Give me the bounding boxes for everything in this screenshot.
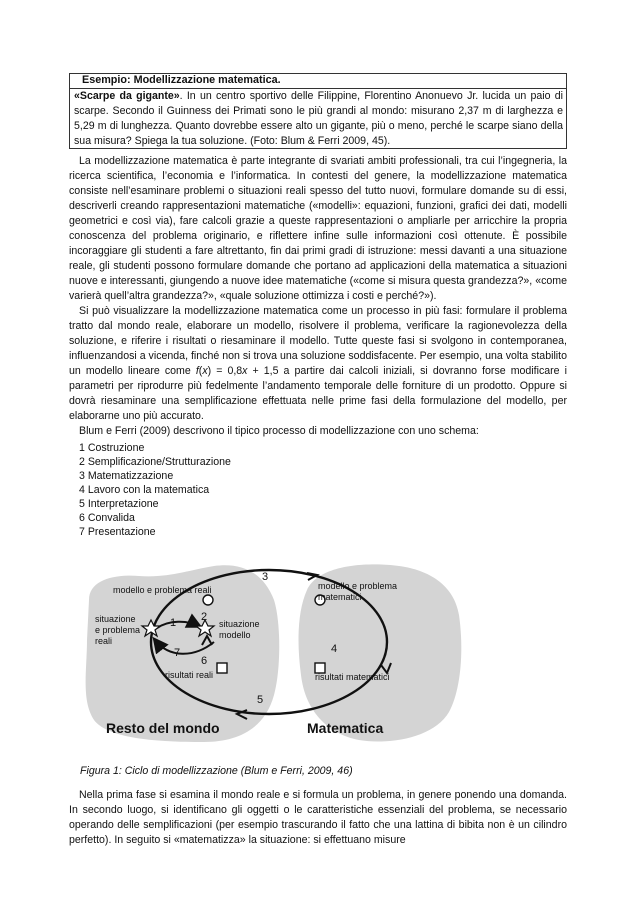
list-item: 1 Costruzione <box>79 442 145 454</box>
list-item: 3 Matematizzazione <box>79 470 174 482</box>
step-number-5: 5 <box>257 694 264 706</box>
figure-caption: Figura 1: Ciclo di modellizzazione (Blum e Ferri, 2009, 46) <box>80 765 353 777</box>
step-number-4: 4 <box>331 643 338 655</box>
list-item: 5 Interpretazione <box>79 498 159 510</box>
label-rest-of-world: Resto del mondo <box>106 720 220 736</box>
step-number-6: 6 <box>201 655 208 667</box>
formula-x2: x <box>242 365 248 377</box>
example-text <box>70 89 566 149</box>
paragraph-4: Nella prima fase si esamina il mondo reale e si formula un problema, in genere ponendo una domanda. In secondo luogo, si identificano gli oggetti o le caratteristiche essenziali del problema, se necessario operando delle semplificazioni (per esempio trascurando il fatto che una lattina di bibita non è un cilindro perfetto). In seguito si «matematizza» la situazione: si effettuano misure <box>69 789 567 846</box>
step-number-3: 3 <box>262 571 269 583</box>
paragraph-2-part-a: Si può visualizzare la modellizzazione matematica come un processo in più fasi: formulare il problema tratto dal mondo reale, elaborare un modello, risolvere il problema, verificare la ragionevolezza della soluzione, e riferire i risultati o riesaminare il modello. Tutte queste fasi si svolgono in contemporanea, influenzandosi a vicenda, finché non si trova una soluzione soddisfacente. Per esempio, una volta stabilito un modello lineare come <box>69 305 567 377</box>
list-item: 2 Semplificazione/Strutturazione <box>79 456 231 468</box>
label-situation-line2: e problema <box>95 625 141 635</box>
label-math-results: risultati matematici <box>315 672 390 682</box>
body-text-bottom <box>69 788 567 848</box>
label-situation-line1: situazione <box>95 614 136 624</box>
steps-list <box>79 441 231 539</box>
label-sit-model-line2: modello <box>219 630 251 640</box>
paragraph-1: La modellizzazione matematica è parte integrante di svariati ambiti professionali, tra cui l’ingegneria, la ricerca scientifica, l’economia e l’informatica. In contesti del genere, la modellizzazione matematica consiste nell’esaminare problemi o situazioni reali spesso del tutto nuovi, formulare domande su di essi, descriverli creando rappresentazioni matematiche («modelli»: equazioni, funzioni, grafici dei dati, modelli geometrici e così via), fare calcoli grazie a queste rappresentazioni o ampliarle per arricchire la propria conoscenza del problema originario, e riflettere infine sulle informazioni così ottenute. È possibile incoraggiare gli studenti a fare altrettanto, fin dai primi gradi di istruzione: messi davanti a una situazione reale, gli studenti possono formulare domande che portano ad applicazioni della matematica a situazioni nuove e interessanti, giungendo a nuove idee matematiche («come si misura questa grandezza?», «come varierà quell’altra grandezza?», «quale soluzione ottimizza i costi e perché?»). <box>69 155 567 302</box>
label-sit-model-line1: situazione <box>219 619 260 629</box>
formula-const: + 1,5 <box>247 365 279 377</box>
node-real-model <box>203 595 213 605</box>
step-number-7: 7 <box>174 647 181 659</box>
label-math-model-line1: modello e problema <box>318 581 398 591</box>
label-math-model-line2: matematici <box>318 592 362 602</box>
node-real-results <box>217 663 227 673</box>
formula-paren: ( <box>198 365 203 377</box>
formula-coef: ) = 0,8 <box>207 365 243 377</box>
body-text-top <box>69 154 567 439</box>
list-item: 7 Presentazione <box>79 526 156 538</box>
modelling-cycle-figure <box>69 560 569 760</box>
paragraph-2 <box>69 304 567 424</box>
example-box <box>69 73 567 149</box>
formula-x: x <box>202 365 208 377</box>
paragraph-3: Blum e Ferri (2009) descrivono il tipico processo di modellizzazione con uno schema: <box>79 425 479 437</box>
step-number-2: 2 <box>201 611 208 623</box>
paragraph-2-part-b: a partire dai calcoli iniziali, si dovranno forse modificare i parametri per riprodurre più fedelmente l’andamento temporale delle forniture di un prodotto. Oppure si dovrà riesaminare una semplificazione effettuata nelle prime fasi della formulazione del modello, per elaborarne uno più accurato. <box>69 365 567 422</box>
list-item: 6 Convalida <box>79 512 135 524</box>
formula-f: f <box>195 365 199 377</box>
example-title: Esempio: Modellizzazione matematica. <box>70 74 566 89</box>
step-number-1: 1 <box>170 617 177 629</box>
label-mathematics: Matematica <box>307 720 384 736</box>
label-real-model: modello e problema reali <box>113 585 212 595</box>
example-lead: «Scarpe da gigante» <box>74 90 180 102</box>
label-real-results: risultati reali <box>165 670 214 680</box>
example-body: . In un centro sportivo delle Filippine, Florentino Anonuevo Jr. lucida un paio di scarpe. Secondo il Guinness dei Primati sono le più grandi al mondo: misurano 2,37 m di larghezza e 5,29 m di lunghezza. Quanto dovrebbe essere alto un gigante, più o meno, perché le scarpe siano della sua misura? Spiega la tua soluzione. (Foto: Blum & Ferri 2009, 45). <box>74 90 564 147</box>
label-situation-line3: reali <box>95 636 113 646</box>
arrow-icon <box>307 573 317 580</box>
list-item: 4 Lavoro con la matematica <box>79 484 210 496</box>
